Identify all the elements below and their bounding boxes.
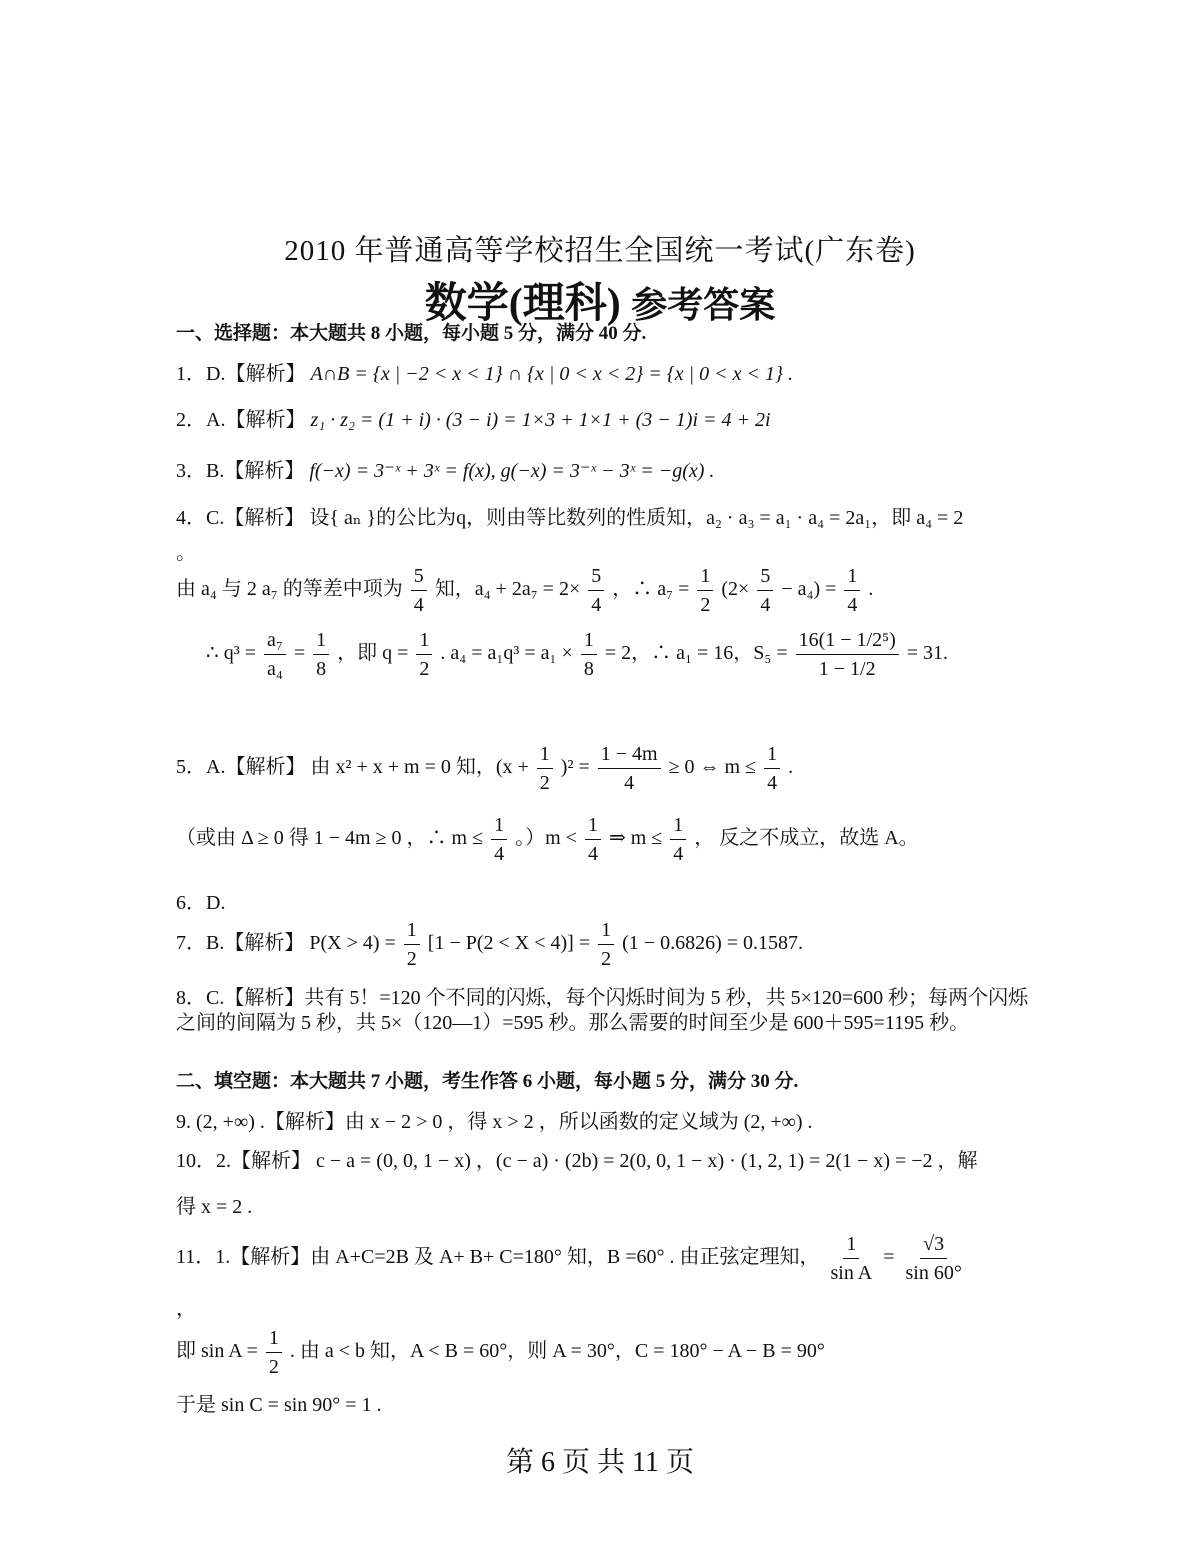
text-span: ，∴ a₇ =	[612, 578, 690, 601]
fraction-numerator: 1	[313, 628, 329, 655]
text-span: (1 − 0.6826) = 0.1587.	[622, 932, 804, 955]
fraction-numerator: 5	[757, 564, 773, 591]
fraction-numerator: 1	[491, 813, 507, 840]
fraction	[598, 742, 661, 795]
fraction	[828, 1232, 876, 1285]
answer-expression: f(−x) = 3⁻ˣ + 3ˣ = f(x), g(−x) = 3⁻ˣ − 3ˣ = −g(x) .	[309, 460, 715, 482]
answer-label: 5．A.【解析】	[176, 756, 306, 779]
answer-q5-line2	[176, 813, 919, 866]
answer-q4-tail: 。	[176, 542, 196, 564]
document-title: 2010 年普通高等学校招生全国统一考试(广东卷)	[284, 235, 916, 267]
fraction-numerator: 1	[266, 1326, 282, 1353]
section-heading-choice: 一、选择题：本大题共 8 小题，每小题 5 分，满分 40 分.	[176, 323, 647, 344]
fraction-denominator: 8	[583, 658, 594, 680]
fraction-denominator: a₄	[267, 658, 283, 680]
fraction	[266, 1326, 282, 1379]
fraction-numerator: 1	[843, 1232, 859, 1259]
page-number: 第 6 页 共 11 页	[506, 1447, 694, 1478]
answer-text: 设{ aₙ }的公比为q，则由等比数列的性质知，a₂ · a₃ = a₁ · a₄ = 2a₁，即 a₄ = 2	[309, 507, 964, 529]
text-span: ∴ q³ =	[206, 642, 256, 665]
fraction-denominator: 2	[406, 948, 417, 970]
fraction-denominator: 2	[268, 1356, 279, 1378]
answer-label: 2．A.【解析】	[176, 409, 306, 431]
fraction-numerator: 1	[585, 813, 601, 840]
text-span: ，即 q =	[337, 642, 409, 665]
fraction	[411, 564, 427, 617]
text-span: .	[868, 578, 874, 601]
fraction-numerator: 1	[537, 742, 553, 769]
answer-label: 3．B.【解析】	[176, 460, 305, 482]
text-span: （或由 Δ ≥ 0 得 1 − 4m ≥ 0 ，∴ m ≤	[176, 827, 484, 850]
answer-q4-line1	[176, 501, 963, 530]
answer-q4-line2	[176, 564, 873, 617]
fraction-numerator: a₇	[264, 628, 286, 655]
fraction-numerator: 1	[764, 742, 780, 769]
text-span: [1 − P(2 < X < 4)] =	[427, 932, 591, 955]
answer-q8: 8．C.【解析】共有 5！=120 个不同的闪烁，每个闪烁时间为 5 秒，共 5×120=600 秒；每两个闪烁之间的间隔为 5 秒，共 5×（120—1）=595 秒。那么需要的时间至少是 600＋595=1195 秒。	[176, 987, 1029, 1034]
answer-label: 1．D.【解析】	[176, 363, 306, 385]
answer-q11-line1	[176, 1232, 968, 1285]
s5-fraction	[796, 628, 899, 681]
fraction	[491, 813, 507, 866]
text-span: ≥ 0 ⇔ m ≤	[668, 756, 757, 779]
text-span: . a₄ = a₁q³ = a₁ ×	[440, 642, 573, 665]
fraction	[404, 918, 420, 971]
answer-q10-line1: 10．2.【解析】 c − a = (0, 0, 1 − x) ，(c − a) · (2b) = 2(0, 0, 1 − x) · (1, 2, 1) = 2(1 − x) = −2 ，解	[176, 1150, 978, 1172]
subtitle-main: 数学(理科)	[424, 281, 621, 327]
fraction-numerator: 5	[411, 564, 427, 591]
fraction-numerator: 1	[697, 564, 713, 591]
fraction	[598, 918, 614, 971]
text-span: 由 a₄ 与 2 a₇ 的等差中项为	[176, 578, 403, 601]
answer-label: 7．B.【解析】	[176, 932, 305, 955]
fraction-denominator: 4	[591, 594, 602, 616]
text-span: − a₄) =	[781, 578, 837, 601]
answer-q11-comma: ，	[176, 1298, 196, 1320]
fraction-denominator: 4	[413, 594, 424, 616]
text-span: 即 sin A =	[176, 1340, 258, 1363]
fraction	[313, 628, 329, 681]
fraction-denominator: 4	[494, 843, 505, 865]
text-span: =	[883, 1246, 895, 1269]
text-span: 知，a₄ + 2a₇ = 2×	[434, 578, 581, 601]
answer-q5-line1	[176, 742, 793, 795]
text-span: (2×	[721, 578, 750, 601]
fraction-numerator: 1	[844, 564, 860, 591]
fraction-denominator: 2	[700, 594, 711, 616]
answer-q11-line3: 于是 sin C = sin 90° = 1 .	[176, 1394, 382, 1416]
answer-q6: 6．D.	[176, 892, 226, 914]
fraction-denominator: 2	[419, 658, 430, 680]
answer-q4-line3	[206, 628, 948, 681]
fraction-numerator: 1	[404, 918, 420, 945]
text-span: P(X > 4) =	[309, 932, 396, 955]
answer-q10-line2: 得 x = 2 .	[176, 1196, 253, 1218]
answer-q2	[176, 403, 771, 432]
answer-q9: 9. (2, +∞) .【解析】由 x − 2 > 0 ，得 x > 2 ，所以函数的定义域为 (2, +∞) .	[176, 1111, 813, 1133]
fraction	[902, 1232, 964, 1285]
fraction-numerator: √3	[920, 1232, 947, 1259]
text-span: 由 x² + x + m = 0 知，(x +	[310, 756, 529, 779]
fraction	[416, 628, 432, 681]
fraction-denominator: 8	[316, 658, 327, 680]
text-span: = 31.	[906, 642, 949, 665]
fraction-denominator: 4	[760, 594, 771, 616]
fraction	[764, 742, 780, 795]
fraction	[264, 628, 286, 681]
fraction-denominator: 4	[847, 594, 858, 616]
text-span: . 由 a < b 知，A < B = 60°，则 A = 30°，C = 180° − A − B = 90°	[289, 1340, 825, 1363]
fraction	[757, 564, 773, 617]
answer-q3	[176, 454, 714, 483]
answer-expression: A∩B = {x | −2 < x < 1} ∩ {x | 0 < x < 2} = {x | 0 < x < 1} .	[310, 363, 793, 385]
fraction-numerator: 16(1 − 1/2⁵)	[796, 628, 899, 655]
subtitle-suffix: 参考答案	[631, 285, 776, 325]
fraction-denominator: 4	[587, 843, 598, 865]
text-span: = 2，∴ a₁ = 16，S₅ =	[604, 642, 788, 665]
answer-q7	[176, 918, 803, 971]
fraction-numerator: 5	[588, 564, 604, 591]
section-heading-fill: 二、填空题：本大题共 7 小题，考生作答 6 小题，每小题 5 分，满分 30 分.	[176, 1071, 799, 1092]
text-span: 11．1.【解析】由 A+C=2B 及 A+ B+ C=180° 知，B =60° . 由正弦定理知，	[176, 1246, 820, 1269]
text-span: .	[788, 756, 794, 779]
fraction-numerator: 1 − 4m	[598, 742, 661, 769]
fraction	[844, 564, 860, 617]
fraction	[537, 742, 553, 795]
fraction-denominator: 2	[601, 948, 612, 970]
fraction-denominator: sin 60°	[905, 1262, 962, 1284]
fraction-numerator: 1	[581, 628, 597, 655]
fraction-numerator: 1	[670, 813, 686, 840]
fraction-numerator: 1	[416, 628, 432, 655]
fraction-numerator: 1	[598, 918, 614, 945]
fraction	[581, 628, 597, 681]
text-span: =	[293, 642, 306, 665]
fraction	[585, 813, 601, 866]
fraction-denominator: 4	[673, 843, 684, 865]
fraction-denominator: 1 − 1/2	[818, 658, 876, 680]
fraction-denominator: 2	[539, 772, 550, 794]
answer-q1	[176, 357, 793, 386]
text-span: 。）m <	[515, 827, 577, 850]
fraction	[670, 813, 686, 866]
answer-label: 4．C.【解析】	[176, 507, 305, 529]
fraction-denominator: sin A	[830, 1262, 873, 1284]
fraction	[588, 564, 604, 617]
fraction	[697, 564, 713, 617]
answer-q11-line2	[176, 1326, 825, 1379]
text-span: ⇒ m ≤	[608, 827, 663, 850]
answer-expression: z₁ · z₂ = (1 + i) · (3 − i) = 1×3 + 1×1 + (3 − 1)i = 4 + 2i	[310, 409, 771, 431]
text-span: )² =	[560, 756, 590, 779]
fraction-denominator: 4	[767, 772, 778, 794]
fraction-denominator: 4	[624, 772, 635, 794]
text-span: ， 反之不成立，故选 A。	[694, 827, 919, 850]
